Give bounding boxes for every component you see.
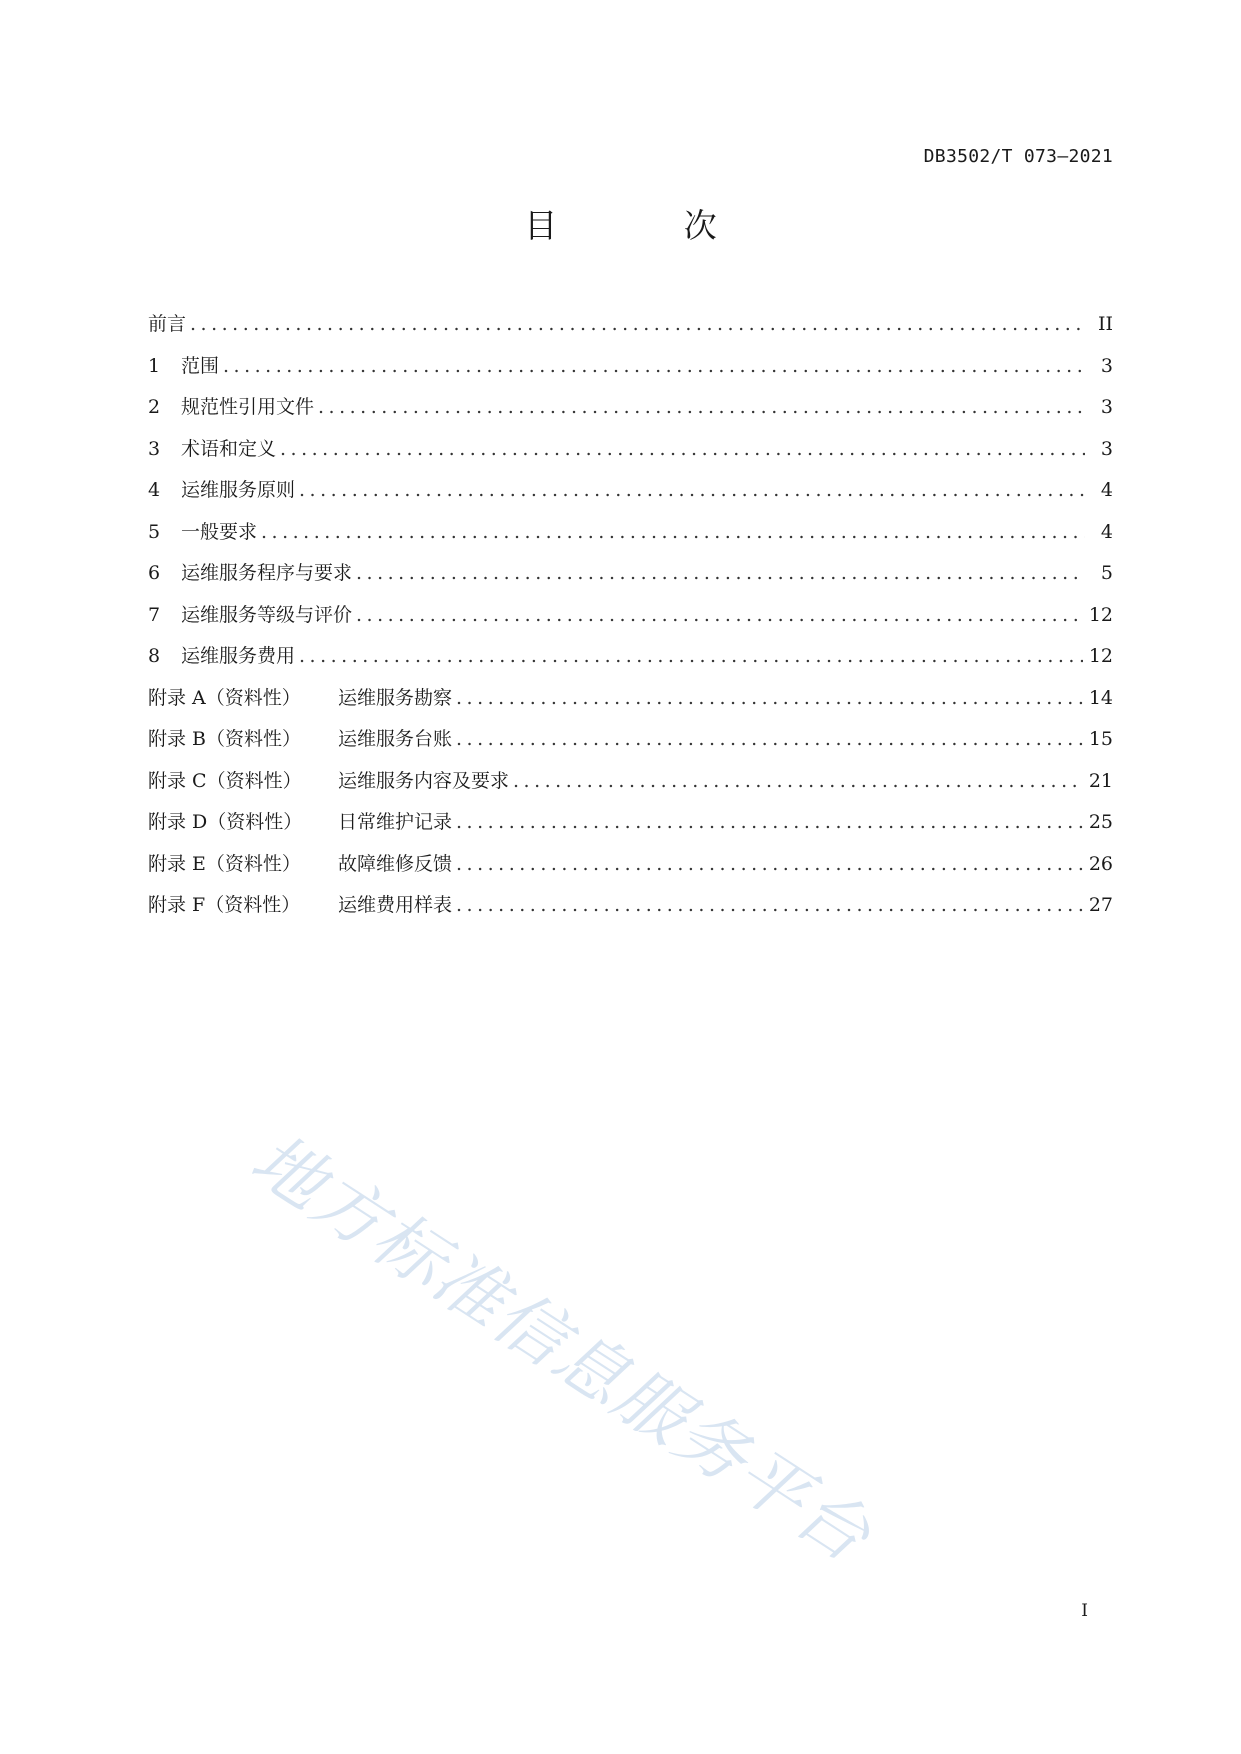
toc-entry-normative-references[interactable] xyxy=(148,392,1113,434)
toc-entry-scope[interactable] xyxy=(148,351,1113,393)
toc-entry-number: 5 xyxy=(148,520,161,543)
toc-leader-dots xyxy=(299,645,1083,667)
toc-entry-page: 4 xyxy=(1100,479,1113,501)
toc-entry-title: 前言 xyxy=(148,313,187,335)
toc-entry-page: 3 xyxy=(1100,396,1113,418)
toc-entry-page: 15 xyxy=(1088,728,1113,750)
toc-leader-dots xyxy=(456,728,1083,750)
toc-entry-number: 附录 C（资料性） xyxy=(148,769,302,792)
toc-entry-preface[interactable] xyxy=(148,309,1113,351)
toc-entry-title: 运维服务等级与评价 xyxy=(181,603,353,626)
toc-entry-number: 附录 A（资料性） xyxy=(148,686,301,709)
toc-entry-number: 7 xyxy=(148,603,161,626)
toc-entry-appendix-e[interactable] xyxy=(148,849,1113,891)
toc-entry-number: 2 xyxy=(148,396,161,418)
toc-entry-number: 附录 F（资料性） xyxy=(148,894,301,916)
toc-entry-title: 一般要求 xyxy=(181,520,258,543)
toc-entry-page: 3 xyxy=(1100,437,1113,460)
toc-entry-appendix-f[interactable] xyxy=(148,890,1113,932)
toc-entry-procedures[interactable] xyxy=(148,558,1113,600)
toc-entry-title: 运维服务内容及要求 xyxy=(338,769,510,792)
toc-entry-title: 运维服务台账 xyxy=(338,728,453,750)
toc-entry-number: 3 xyxy=(148,437,161,460)
toc-leader-dots xyxy=(356,562,1085,584)
toc-entry-service-fees[interactable] xyxy=(148,641,1113,683)
toc-entry-page: 26 xyxy=(1088,852,1113,875)
toc-leader-dots xyxy=(456,853,1083,875)
toc-leader-dots xyxy=(223,355,1085,377)
toc-title: 目 次 xyxy=(524,206,775,245)
toc-entry-page: 12 xyxy=(1088,603,1113,626)
watermark: 地方标准信息服务平台 xyxy=(237,1117,886,1579)
toc-leader-dots xyxy=(280,438,1085,460)
toc-entry-general-requirements[interactable] xyxy=(148,517,1113,559)
toc-entry-number: 附录 E（资料性） xyxy=(148,852,301,875)
page-number: I xyxy=(1081,1601,1088,1621)
toc-leader-dots xyxy=(299,479,1085,501)
toc-entry-title: 运维服务勘察 xyxy=(338,686,453,709)
toc-leader-dots xyxy=(356,604,1083,626)
toc-entry-title: 规范性引用文件 xyxy=(181,396,315,418)
toc-entry-page: 3 xyxy=(1100,354,1113,377)
toc-entry-appendix-c[interactable] xyxy=(148,766,1113,808)
toc-entry-appendix-b[interactable] xyxy=(148,724,1113,766)
toc-entry-appendix-a[interactable] xyxy=(148,683,1113,725)
toc-entry-number: 1 xyxy=(148,354,161,377)
toc-entry-number: 8 xyxy=(148,645,161,667)
toc-entry-number: 附录 D（资料性） xyxy=(148,811,303,833)
toc-entry-title: 故障维修反馈 xyxy=(338,852,453,875)
toc-entry-page: 5 xyxy=(1100,562,1113,584)
toc-leader-dots xyxy=(513,770,1083,792)
document-code: DB3502/T 073—2021 xyxy=(923,146,1113,167)
toc-leader-dots xyxy=(456,894,1083,916)
table-of-contents xyxy=(148,309,1113,932)
toc-entry-page: 27 xyxy=(1088,894,1113,916)
toc-leader-dots xyxy=(456,811,1083,833)
toc-entry-title: 运维服务费用 xyxy=(181,645,296,667)
toc-entry-terms[interactable] xyxy=(148,434,1113,476)
toc-entry-page: 25 xyxy=(1088,811,1113,833)
toc-entry-title: 范围 xyxy=(181,354,220,377)
toc-leader-dots xyxy=(318,396,1085,418)
toc-entry-page: 4 xyxy=(1100,520,1113,543)
toc-entry-title: 运维服务程序与要求 xyxy=(181,562,353,584)
toc-entry-page: 21 xyxy=(1088,769,1113,792)
toc-entry-appendix-d[interactable] xyxy=(148,807,1113,849)
toc-leader-dots xyxy=(190,313,1085,335)
toc-leader-dots xyxy=(456,687,1083,709)
toc-entry-title: 运维服务原则 xyxy=(181,479,296,501)
toc-entry-page: 14 xyxy=(1088,686,1113,709)
toc-entry-number: 4 xyxy=(148,479,161,501)
toc-entry-title: 日常维护记录 xyxy=(338,811,453,833)
toc-entry-title: 运维费用样表 xyxy=(338,894,453,916)
toc-entry-service-levels[interactable] xyxy=(148,600,1113,642)
toc-entry-principles[interactable] xyxy=(148,475,1113,517)
toc-entry-number: 附录 B（资料性） xyxy=(148,728,302,750)
toc-leader-dots xyxy=(261,521,1085,543)
toc-entry-page: II xyxy=(1097,313,1113,335)
toc-entry-number: 6 xyxy=(148,562,161,584)
toc-entry-page: 12 xyxy=(1088,645,1113,667)
toc-entry-title: 术语和定义 xyxy=(181,437,277,460)
